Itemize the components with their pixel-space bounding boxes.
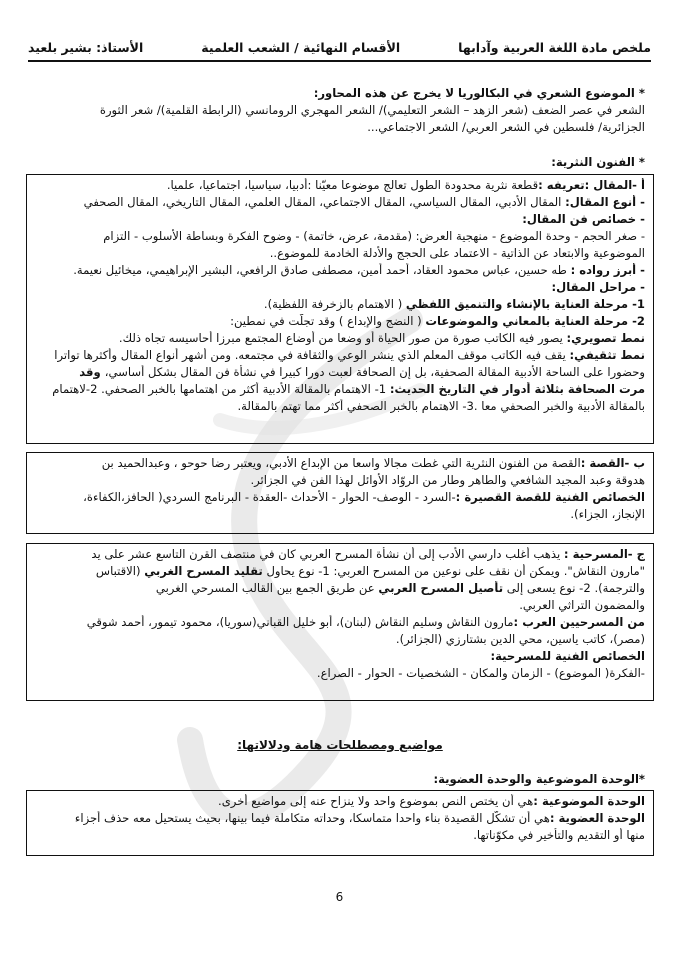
theatre-line-4: والمضمون التراثي العربي.	[519, 598, 645, 612]
article-pioneers: - أبرز رواده : طه حسين، عباس محمود العقاد، أحمد أمين، مصطفى صادق الرافعي، البشير الإبراهيمي، ميخائيل نعيمة.	[73, 263, 645, 277]
organic-unity-1: الوحدة العضوية :هي أن تشكّل القصيدة بناء واحدا متماسكا، وحداته متكاملة فيما بينها، بحيث يستحيل معه حذف أجزاء	[74, 811, 645, 825]
organic-unity-2: منها أو التقديم والتأخير في مكوّناتها.	[473, 828, 645, 842]
poetry-line-1: الشعر في عصر الضعف (شعر الزهد – الشعر التعليمي)/ الشعر المهجري الرومانسي (الرابطة القلمية)/ شعر الثورة	[99, 103, 645, 117]
story-features-1: الخصائص الفنية للقصة القصيرة :-السرد - الوصف- الحوار - الأحداث -العقدة - البرنامج السردي( الحافز،الكفاءة،	[83, 490, 645, 504]
article-features-1: - صغر الحجم - وحدة الموضوع - منهجية العرض: (مقدمة، عرض، خاتمة) - وضوح الفكرة وبساطة الأسلوب - التزام	[103, 229, 645, 243]
article-stage-2: 2- مرحلة العناية بالمعاني والموضوعات ( النضج والإبداع ) وقد تجلّت في نمطين:	[230, 314, 645, 328]
theatre-line-3: والترجمة). 2- نوع يسعى إلى تأصيل المسرح العربي عن طريق الجمع بين القالب المسرحي الغربي	[155, 581, 645, 595]
article-stage-1: 1- مرحلة العناية بالإنشاء والتنميق اللفظي ( الاهتمام بالزخرفة اللفظية).	[263, 297, 645, 311]
thematic-unity: الوحدة الموضوعية :هي أن يختص النص بموضوع واحد ولا ينزاح عنه إلى مواضيع أخرى.	[218, 794, 645, 808]
article-pattern-2: نمط تثقيفي: يقف فيه الكاتب موقف المعلم الذي ينشر الوعي والثقافة في مجتمعه. ومن أشهر أنواع المقال وأكثرها تواترا	[54, 348, 645, 362]
article-pattern-1: نمط تصويري: يصور فيه الكاتب صورة من صور الحياة أو وضعا من أوضاع المجتمع مبرزا أحاسيسه تجاه ذلك.	[118, 331, 645, 345]
article-press-3: بالمقالة الأدبية والخبر الصحفي معا .3- الاهتمام بالخبر الصحفي أكثر مما تهتم بالمقالة.	[237, 399, 645, 413]
page-number: 6	[335, 890, 344, 904]
article-definition: أ -المقال :تعريفه :قطعة نثرية محدودة الطول تعالج موضوعا معيّنا :أدبيا، سياسيا، اجتماعيا، علميا.	[166, 178, 645, 192]
article-features-2: الموضوعية والابتعاد عن الذاتية - الاعتماد على الحجج والأدلة الخادمة للموضوع..	[269, 246, 645, 260]
unity-title: *الوحدة الموضوعية والوحدة العضوية:	[433, 772, 645, 786]
story-line-1: ب -القصة :القصة من الفنون النثرية التي غطت مجالا واسعا من الإبداع الأدبي، ويعتبر رضا حوحو ، وعبدالحميد بن	[101, 456, 645, 470]
terms-title: مواضيع ومصطلحات هامة ودلالاتها:	[237, 738, 443, 752]
theatre-pioneers-1: من المسرحيين العرب :مارون النقاش وسليم النقاش (لبنان)، أبو خليل القباني(سوريا)، محمود تيمور، أحمد شوقي	[86, 615, 645, 629]
theatre-line-1: ج -المسرحية : يذهب أغلب دارسي الأدب إلى أن نشأة المسرح العربي كان في منتصف القرن التاسع عشر على يد	[91, 547, 645, 561]
page-header	[28, 38, 651, 56]
header-teacher: الأستاذ: بشير بلعيد	[28, 39, 144, 55]
article-press-2: مرت الصحافة بثلاثة أدوار في التاريخ الحديث: 1- الاهتمام بالمقالة الأدبية أكثر من اهتمامها بالخبر الصحفي. 2-لاهتمام	[52, 382, 645, 396]
header-subject: ملخص مادة اللغة العربية وآدابها	[458, 39, 651, 55]
story-features-2: الإنجاز، الجزاء).	[570, 507, 645, 521]
prose-title: * الفنون النثرية:	[551, 155, 645, 169]
theatre-pioneers-2: (مصر)، كاتب ياسين، محي الدين بشتارزي (الجزائر).	[395, 632, 645, 646]
header-section: الأقسام النهائية / الشعب العلمية	[201, 39, 401, 55]
article-stages-label: - مراحل المقال:	[551, 280, 645, 294]
header-divider	[28, 60, 651, 62]
story-line-2: هدوقة وعبد المجيد الشافعي والطاهر وطار من الروّاد الأوائل لهذا الفن في الجزائر.	[250, 473, 645, 487]
theatre-features-label: الخصائص الفنية للمسرحية:	[490, 649, 645, 663]
article-features-label: - خصائص فن المقال:	[522, 212, 645, 226]
poetry-title: * الموضوع الشعري في البكالوريا لا يخرج عن هذه المحاور:	[313, 86, 645, 100]
article-types: - أنوع المقال: المقال الأدبي، المقال السياسي، المقال الاجتماعي، المقال العلمي، المقال التاريخي، المقال الصحفي	[83, 195, 645, 209]
article-press-1: وحضورا على الساحة الأدبية المقالة الصحفية، بل إن الصحافة لعبت دورا كبيرا في نشأة فن المقال بشكل أساسي، وقد	[79, 365, 645, 379]
theatre-features: -الفكرة( الموضوع) - الزمان والمكان - الشخصيات - الحوار - الصراع.	[316, 666, 645, 680]
theatre-line-2: "مارون النقاش". ويمكن أن نقف على نوعين من المسرح العربي: 1- نوع يحاول تقليد المسرح الغربي (الاقتباس	[95, 564, 645, 578]
poetry-line-2: الجزائرية/ فلسطين في الشعر العربي/ الشعر الاجتماعي...	[367, 120, 645, 134]
